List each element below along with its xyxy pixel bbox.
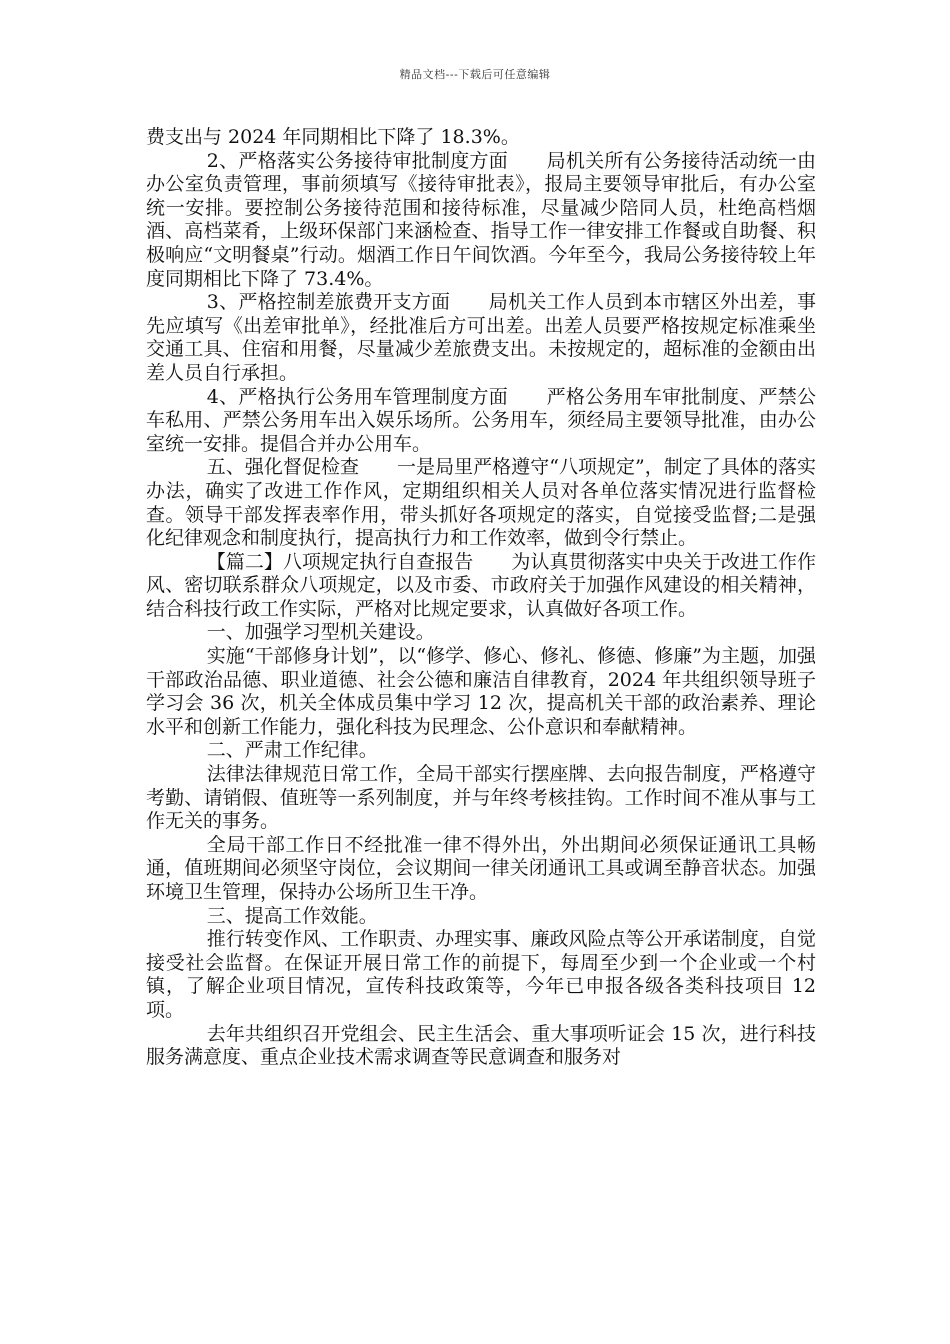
paragraph-continued: 费支出与 2024 年同期相比下降了 18.3%。 [146, 126, 520, 148]
paragraph-public-commitment: 推行转变作风、工作职责、办理实事、廉政风险点等公开承诺制度，自觉接受社会监督。在保证开展日常工作的前提下，每周至少到一个企业或一个村镇，了解企业项目情况，宣传科技政策等，今年已申报各级各类科技项目 12 项。 [146, 928, 816, 1021]
paragraph-work-rules: 法律法律规范日常工作，全局干部实行摆座牌、去向报告制度，严格遵守考勤、请销假、值班等一系列制度，并与年终考核挂钩。工作时间不准从事与工作无关的事务。 [146, 763, 816, 833]
paragraph-supervision: 五、强化督促检查 一是局里严格遵守“八项规定”，制定了具体的落实办法，确实了改进工作作风，定期组织相关人员对各单位落实情况进行监督检查。领导干部发挥表率作用，带头抓好各项规定的落实，自觉接受监督;二是强化纪律观念和制度执行，提高执行力和工作效率，做到令行禁止。 [146, 456, 816, 550]
paragraph-travel-expenses: 3、严格控制差旅费开支方面 局机关工作人员到本市辖区外出差，事先应填写《出差审批单》，经批准后方可出差。出差人员要严格按规定标准乘坐交通工具、住宿和用餐，尽量减少差旅费支出。未按规定的，超标准的金额由出差人员自行承担。 [146, 291, 816, 384]
document-body [146, 126, 816, 1070]
paragraph-meetings: 去年共组织召开党组会、民主生活会、重大事项听证会 15 次，进行科技服务满意度、重点企业技术需求调查等民意调查和服务对 [146, 1022, 816, 1069]
paragraph-part-two-intro: 【篇二】八项规定执行自查报告 为认真贯彻落实中央关于改进工作作风、密切联系群众八项规定，以及市委、市政府关于加强作风建设的相关精神，结合科技行政工作实际，严格对比规定要求，认真做好各项工作。 [146, 550, 816, 620]
section-heading-learning: 一、加强学习型机关建设。 [206, 621, 435, 644]
paragraph-reception-approval: 2、严格落实公务接待审批制度方面 局机关所有公务接待活动统一由办公室负责管理，事前须填写《接待审批表》，报局主要领导审批后，有办公室统一安排。要控制公务接待范围和接待标准，尽量减少陪同人员，杜绝高档烟酒、高档菜肴，上级环保部门来涵检查、指导工作一律安排工作餐或自助餐、积极响应“文明餐桌”行动。烟酒工作日午间饮酒。今年至今，我局公务接待较上年度同期相比下降了 73.4%。 [146, 149, 816, 290]
page-header: 精品文档---下载后可任意编辑 [399, 68, 551, 81]
section-heading-discipline: 二、严肃工作纪律。 [206, 739, 378, 762]
paragraph-official-vehicles: 4、严格执行公务用车管理制度方面 严格公务用车审批制度、严禁公车私用、严禁公务用车出入娱乐场所。公务用车，须经局主要领导批准，由办公室统一安排。提倡合并办公用车。 [146, 385, 816, 455]
paragraph-cadre-plan: 实施“干部修身计划”，以“修学、修心、修礼、修德、修廉”为主题，加强干部政治品德、职业道德、社会公德和廉洁自律教育，2024 年共组织领导班子学习会 36 次，机关全体成员集中学习 12 次，提高机关干部的政治素养、理论水平和创新工作能力，强化科技为民理念、公仆意识和奉献精神。 [146, 645, 816, 738]
section-heading-efficiency: 三、提高工作效能。 [206, 904, 378, 927]
paragraph-attendance: 全局干部工作日不经批准一律不得外出，外出期间必须保证通讯工具畅通，值班期间必须坚守岗位，会议期间一律关闭通讯工具或调至静音状态。加强环境卫生管理，保持办公场所卫生干净。 [146, 833, 816, 903]
